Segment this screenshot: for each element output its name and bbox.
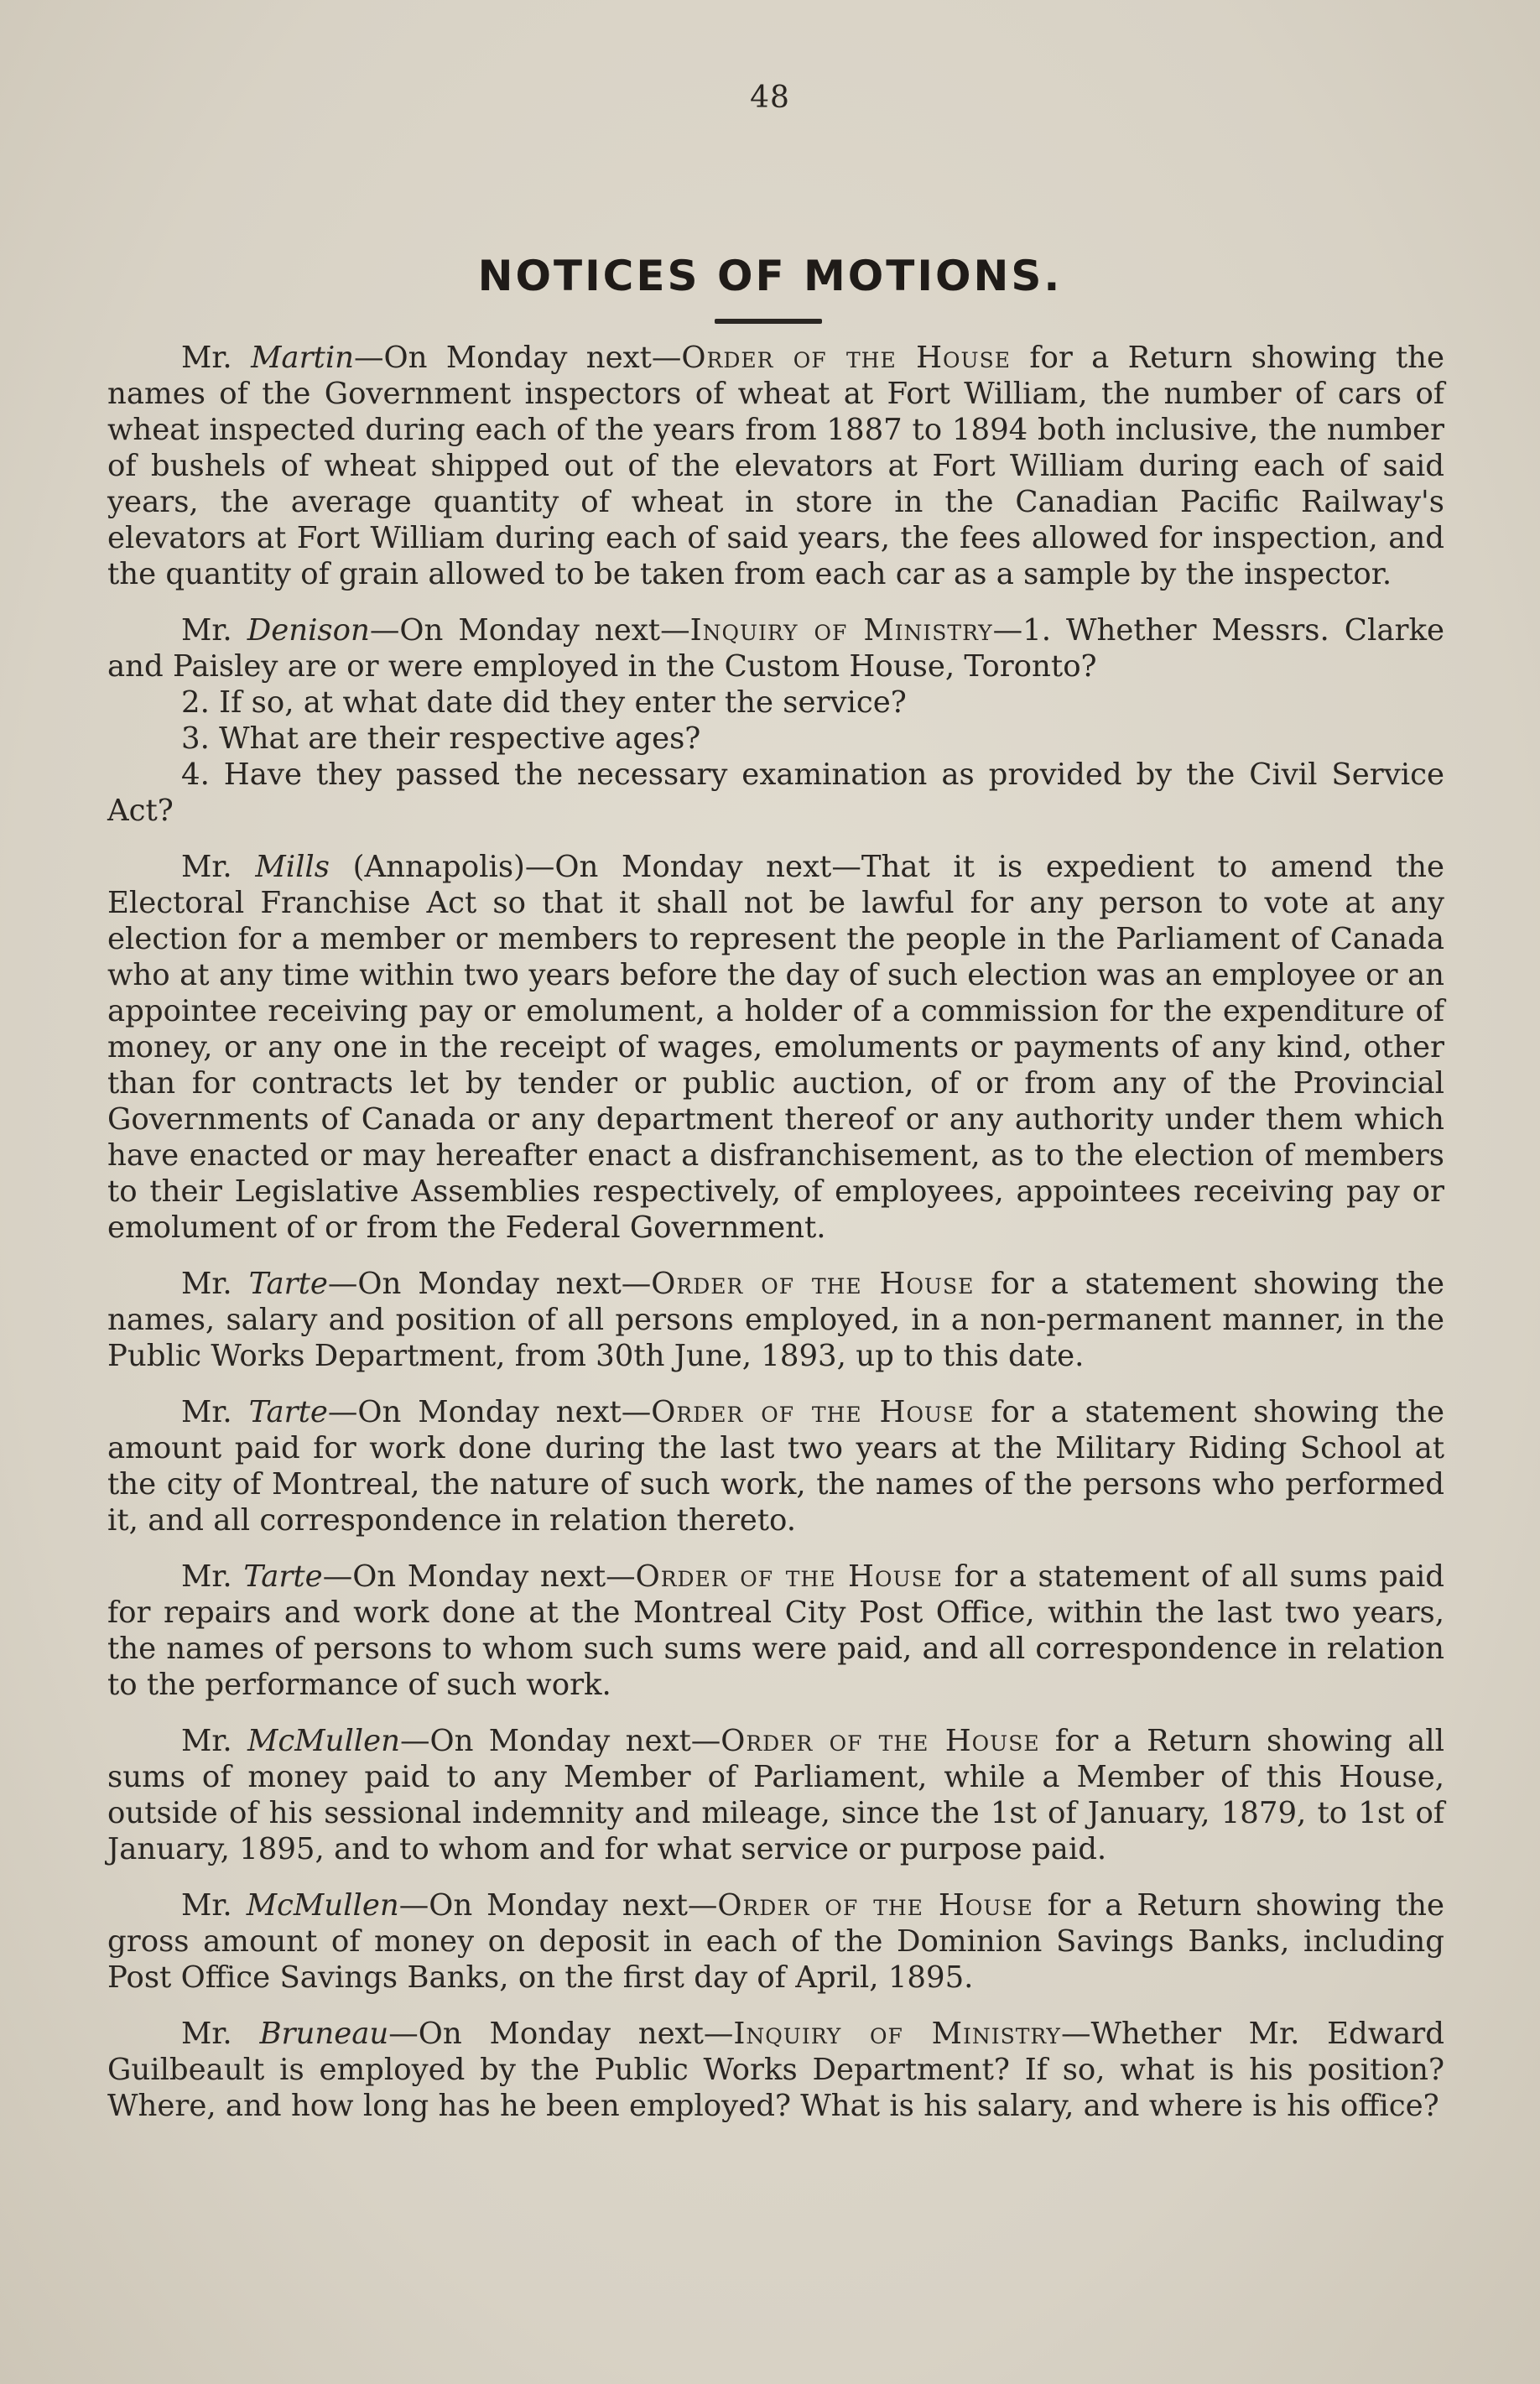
notice-timing: —On Monday next— [322,1559,636,1594]
member-name: Mills [255,850,330,884]
notice-honorific: Mr. [181,341,232,375]
notice-honorific: Mr. [181,1559,232,1594]
notice-honorific: Mr. [181,1267,232,1301]
notice-martin [107,340,1444,592]
question-item: 3. What are their respective ages? [181,721,701,756]
notices-body [107,340,1444,2144]
notice-text: for a Return showing the gross amount of money on deposit in each of the Dominion Savings Banks, including Post Office Savings Banks, on the first day of April, 1895. [107,1888,1444,1995]
member-name: Tarte [248,1395,328,1429]
notice-text: —1. Whether Messrs. Clarke and Paisley are or were employed in the Custom House, Toronto? [107,613,1444,684]
notice-timing: —On Monday next— [327,1395,652,1429]
member-name: Denison [247,613,370,648]
notice-tarte-1 [107,1266,1444,1374]
notice-text: for a statement showing the names, salary and position of all persons employed, in a non-permanent manner, in the Public Works Department, from 30th June, 1893, up to this date. [107,1267,1444,1373]
notice-tarte-3 [107,1559,1444,1703]
page-title: NOTICES OF MOTIONS. [477,252,1063,300]
notice-timing: —On Monday next— [369,613,690,648]
notice-honorific: Mr. [181,1395,232,1429]
notice-denison [107,612,1444,684]
notice-timing: —On Monday next— [354,341,682,375]
notice-honorific: Mr. [181,1888,232,1923]
notice-timing: —On Monday next— [327,1267,652,1301]
notice-text: for a Return showing the names of the Government inspectors of wheat at Fort William, the number of cars of wheat inspected during each of the years from 1887 to 1894 both inclusive, the number of bushels of wheat shipped out of the elevators at Fort William during each of said years, the average quantity of wheat in store in the Canadian Pacific Railway's elevators at Fort William during each of said years, the fees allowed for inspection, and the quantity of grain allowed to be taken from each car as a sample by the inspector. [107,341,1444,591]
member-name: Bruneau [259,2017,389,2051]
notice-text: That it is expedient to amend the Electoral Franchise Act so that it shall not be lawful for any person to vote at any election for a member or members to represent the people in the Parliament of Canada who at any time within two years before the day of such election was an employee or an appointee receiving pay or emolument, a holder of a commission for the expenditure of money, or any one in the receipt of wages, emoluments or payments of any kind, other than for contracts let by tender or public auction, of or from any of the Provincial Governments of Canada or any department thereof or any authority under them which have enacted or may hereafter enact a disfranchisement, as to the election of members to their Legislative Assemblies respectively, of employees, appointees receiving pay or emolument of or from the Federal Government. [107,850,1444,1245]
notice-tarte-2 [107,1394,1444,1538]
member-name: McMullen [247,1724,401,1758]
page-number: 48 [750,81,790,115]
notice-honorific: Mr. [181,613,232,648]
member-name: Tarte [248,1267,328,1301]
notice-timing: —On Monday next— [398,1888,718,1923]
notice-kind: Order of the House [635,1559,943,1594]
notice-honorific: Mr. [181,1724,232,1758]
member-name: McMullen [246,1888,399,1923]
notice-text: —Whether Mr. Edward Guilbeault is employed by the Public Works Department? If so, what is his position? Where, and how long has he been employed? What is his salary, and where is his office? [107,2017,1444,2123]
notice-kind: Order of the House [717,1888,1033,1923]
title-rule [715,319,822,324]
notice-honorific: Mr. [181,2017,232,2051]
notice-text: for a statement showing the amount paid for work done during the last two years at the Military Riding School at the city of Montreal, the nature of such work, the names of the persons who performed it, and all correspondence in relation thereto. [107,1395,1444,1538]
question-item: 4. Have they passed the necessary examination as provided by the Civil Service Act? [107,757,1444,828]
member-name: Martin [251,341,355,375]
member-location: (Annapolis) [330,850,525,884]
notice-text: for a statement of all sums paid for repairs and work done at the Montreal City Post Office, within the last two years, the names of persons to whom such sums were paid, and all correspondence in relation to the performance of such work. [107,1559,1444,1702]
notice-mills [107,849,1444,1246]
notice-timing: —On Monday next— [388,2017,734,2051]
member-name: Tarte [243,1559,323,1594]
notice-bruneau [107,2016,1444,2124]
notice-honorific: Mr. [181,850,232,884]
notice-kind: Inquiry of Ministry [689,613,993,648]
question-item: 2. If so, at what date did they enter the service? [181,685,907,720]
notice-text: for a Return showing all sums of money paid to any Member of Parliament, while a Member of this House, outside of his sessional indemnity and mileage, since the 1st of January, 1879, to 1st of January, 1895, and to whom and for what service or purpose paid. [107,1724,1444,1866]
notice-kind: Order of the House [651,1267,975,1301]
notice-kind: Inquiry of Ministry [733,2017,1061,2051]
notice-kind: Order of the House [721,1724,1040,1758]
notice-mcmullen-1 [107,1723,1444,1867]
notice-timing: —On Monday next— [524,850,861,884]
notice-kind: Order of the House [651,1395,975,1429]
notice-mcmullen-2 [107,1887,1444,1996]
notice-timing: —On Monday next— [400,1724,721,1758]
notice-kind: Order of the House [681,341,1011,375]
